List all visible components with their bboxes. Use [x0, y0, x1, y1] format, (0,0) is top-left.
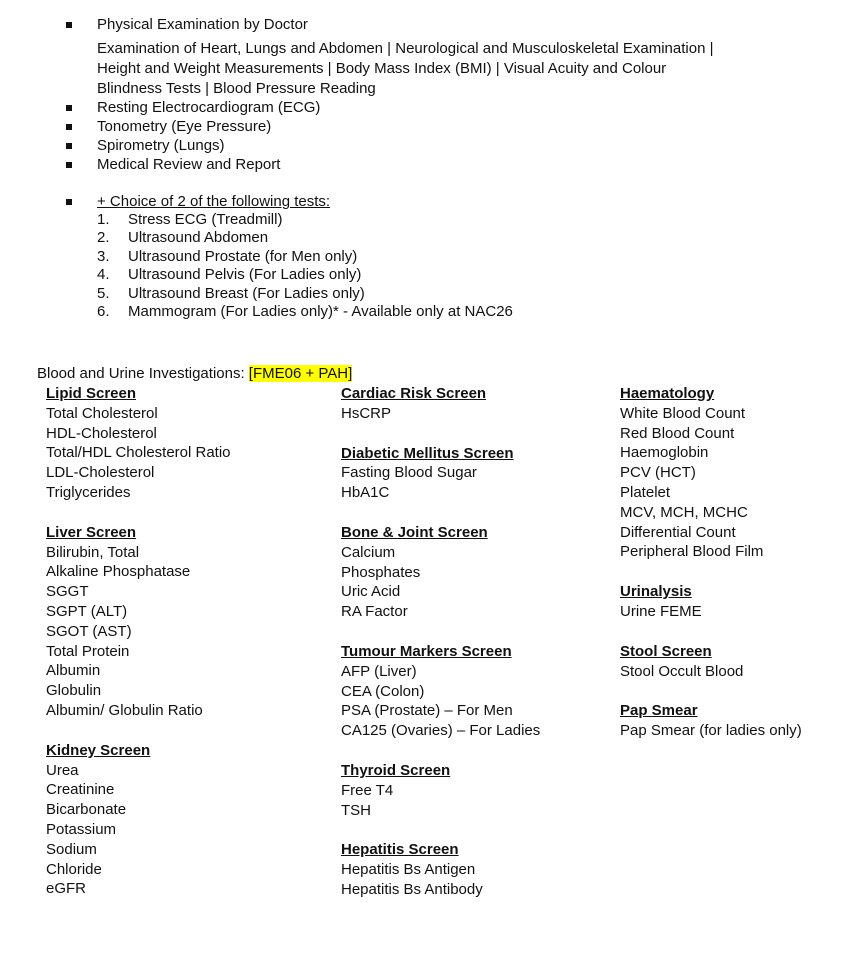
screen-section — [341, 642, 540, 741]
bullet-marker — [66, 143, 72, 149]
test-item: Albumin/ Globulin Ratio — [46, 701, 203, 719]
bullet-marker — [66, 199, 72, 205]
column-middle — [341, 384, 540, 920]
package-code-highlight: [FME06 + PAH] — [248, 365, 353, 382]
test-item: LDL-Cholesterol — [46, 464, 155, 482]
section-heading: Tumour Markers Screen — [341, 642, 512, 660]
bullet-marker — [66, 105, 72, 111]
test-item: Bilirubin, Total — [46, 543, 140, 561]
test-item: Total Protein — [46, 642, 130, 660]
choice-item: Ultrasound Prostate (for Men only) — [128, 248, 358, 265]
test-item: White Blood Count — [620, 404, 746, 422]
screen-section — [341, 761, 540, 820]
test-item: SGOT (AST) — [46, 622, 132, 640]
test-item: Total Cholesterol — [46, 404, 158, 422]
screen-section — [46, 741, 231, 899]
test-item: Urea — [46, 761, 79, 779]
choice-number: 2. — [97, 229, 110, 246]
screen-section — [46, 384, 231, 503]
test-item: Potassium — [46, 820, 117, 838]
section-heading: Diabetic Mellitus Screen — [341, 444, 514, 462]
choice-item: Ultrasound Breast (For Ladies only) — [128, 285, 365, 302]
section-heading: Kidney Screen — [46, 741, 151, 759]
test-item: RA Factor — [341, 603, 408, 621]
bullet-marker — [66, 162, 72, 168]
section-heading: Stool Screen — [620, 642, 712, 660]
screen-section — [620, 642, 802, 682]
screen-section — [46, 523, 231, 721]
test-item: Uric Acid — [341, 583, 401, 601]
section-heading: Haematology — [620, 385, 715, 402]
test-item: MCV, MCH, MCHC — [620, 503, 748, 521]
exam-item: Tonometry (Eye Pressure) — [97, 118, 272, 135]
choice-number: 4. — [97, 266, 110, 283]
test-item: Chloride — [46, 860, 102, 878]
test-item: Total/HDL Cholesterol Ratio — [46, 444, 231, 462]
section-heading: Hepatitis Screen — [341, 841, 459, 859]
test-item: Globulin — [46, 682, 102, 700]
physical-exam-title: Physical Examination by Doctor — [97, 16, 308, 33]
test-item: CEA (Colon) — [341, 682, 425, 700]
physical-exam-detail: Height and Weight Measurements | Body Mass Index (BMI) | Visual Acuity and Colour — [97, 60, 667, 77]
section-heading: Thyroid Screen — [341, 761, 451, 779]
screen-section — [620, 701, 802, 741]
choice-item: Stress ECG (Treadmill) — [128, 211, 283, 228]
screen-section — [341, 840, 540, 899]
choice-title: + Choice of 2 of the following tests: — [97, 193, 331, 210]
choice-item: Mammogram (For Ladies only)* - Available only at NAC26 — [128, 303, 513, 320]
exam-item: Medical Review and Report — [97, 156, 281, 173]
test-item: Stool Occult Blood — [620, 662, 744, 680]
section-heading: Cardiac Risk Screen — [341, 385, 487, 402]
physical-exam-detail: Examination of Heart, Lungs and Abdomen | Neurological and Musculoskeletal Examination | — [97, 40, 714, 57]
bullet-marker — [66, 22, 72, 28]
test-item: Haemoglobin — [620, 444, 709, 462]
bullet-marker — [66, 124, 72, 130]
exam-item: Resting Electrocardiogram (ECG) — [97, 99, 321, 116]
test-item: TSH — [341, 801, 371, 819]
test-item: HbA1C — [341, 484, 390, 502]
screen-section — [620, 384, 802, 562]
test-item: Calcium — [341, 543, 396, 561]
test-item: Fasting Blood Sugar — [341, 464, 477, 482]
test-item: Albumin — [46, 662, 101, 680]
choice-number: 5. — [97, 285, 110, 302]
section-heading: Lipid Screen — [46, 385, 137, 402]
test-item: Platelet — [620, 483, 671, 501]
exam-item: Spirometry (Lungs) — [97, 137, 225, 154]
column-left — [46, 384, 231, 919]
choice-number: 3. — [97, 248, 110, 265]
test-item: HDL-Cholesterol — [46, 424, 157, 442]
test-item: CA125 (Ovaries) – For Ladies — [341, 722, 541, 740]
test-item: HsCRP — [341, 404, 392, 422]
test-item: eGFR — [46, 880, 87, 898]
blood-title-text: Blood and Urine Investigations: — [37, 365, 249, 382]
test-item: AFP (Liver) — [341, 662, 417, 680]
test-item: Differential Count — [620, 523, 736, 541]
choice-number: 6. — [97, 303, 110, 320]
test-item: Phosphates — [341, 563, 421, 581]
test-item: Hepatitis Bs Antibody — [341, 880, 483, 898]
screen-section — [341, 384, 540, 424]
test-item: Hepatitis Bs Antigen — [341, 861, 476, 879]
section-heading: Bone & Joint Screen — [341, 523, 488, 541]
section-heading: Pap Smear — [620, 702, 698, 720]
physical-exam-detail: Blindness Tests | Blood Pressure Reading — [97, 80, 376, 97]
test-item: Free T4 — [341, 781, 394, 799]
screen-section — [341, 444, 540, 503]
column-right — [620, 384, 802, 761]
test-item: Bicarbonate — [46, 801, 127, 819]
screen-section — [620, 582, 802, 622]
test-item: SGPT (ALT) — [46, 602, 128, 620]
blood-section-title — [37, 365, 352, 383]
choice-item: Ultrasound Abdomen — [128, 229, 269, 246]
section-heading: Urinalysis — [620, 583, 692, 601]
choice-item: Ultrasound Pelvis (For Ladies only) — [128, 266, 362, 283]
test-item: SGGT — [46, 583, 89, 601]
test-item: Triglycerides — [46, 483, 131, 501]
test-item: Alkaline Phosphatase — [46, 563, 191, 581]
test-item: PSA (Prostate) – For Men — [341, 702, 513, 720]
test-item: Sodium — [46, 840, 97, 858]
test-item: Pap Smear (for ladies only) — [620, 722, 802, 740]
test-item: Red Blood Count — [620, 424, 735, 442]
section-heading: Liver Screen — [46, 523, 137, 541]
choice-number: 1. — [97, 211, 110, 228]
test-item: Creatinine — [46, 781, 115, 799]
test-item: PCV (HCT) — [620, 464, 696, 482]
test-item: Urine FEME — [620, 602, 702, 620]
screen-section — [341, 523, 540, 622]
test-item: Peripheral Blood Film — [620, 543, 764, 561]
